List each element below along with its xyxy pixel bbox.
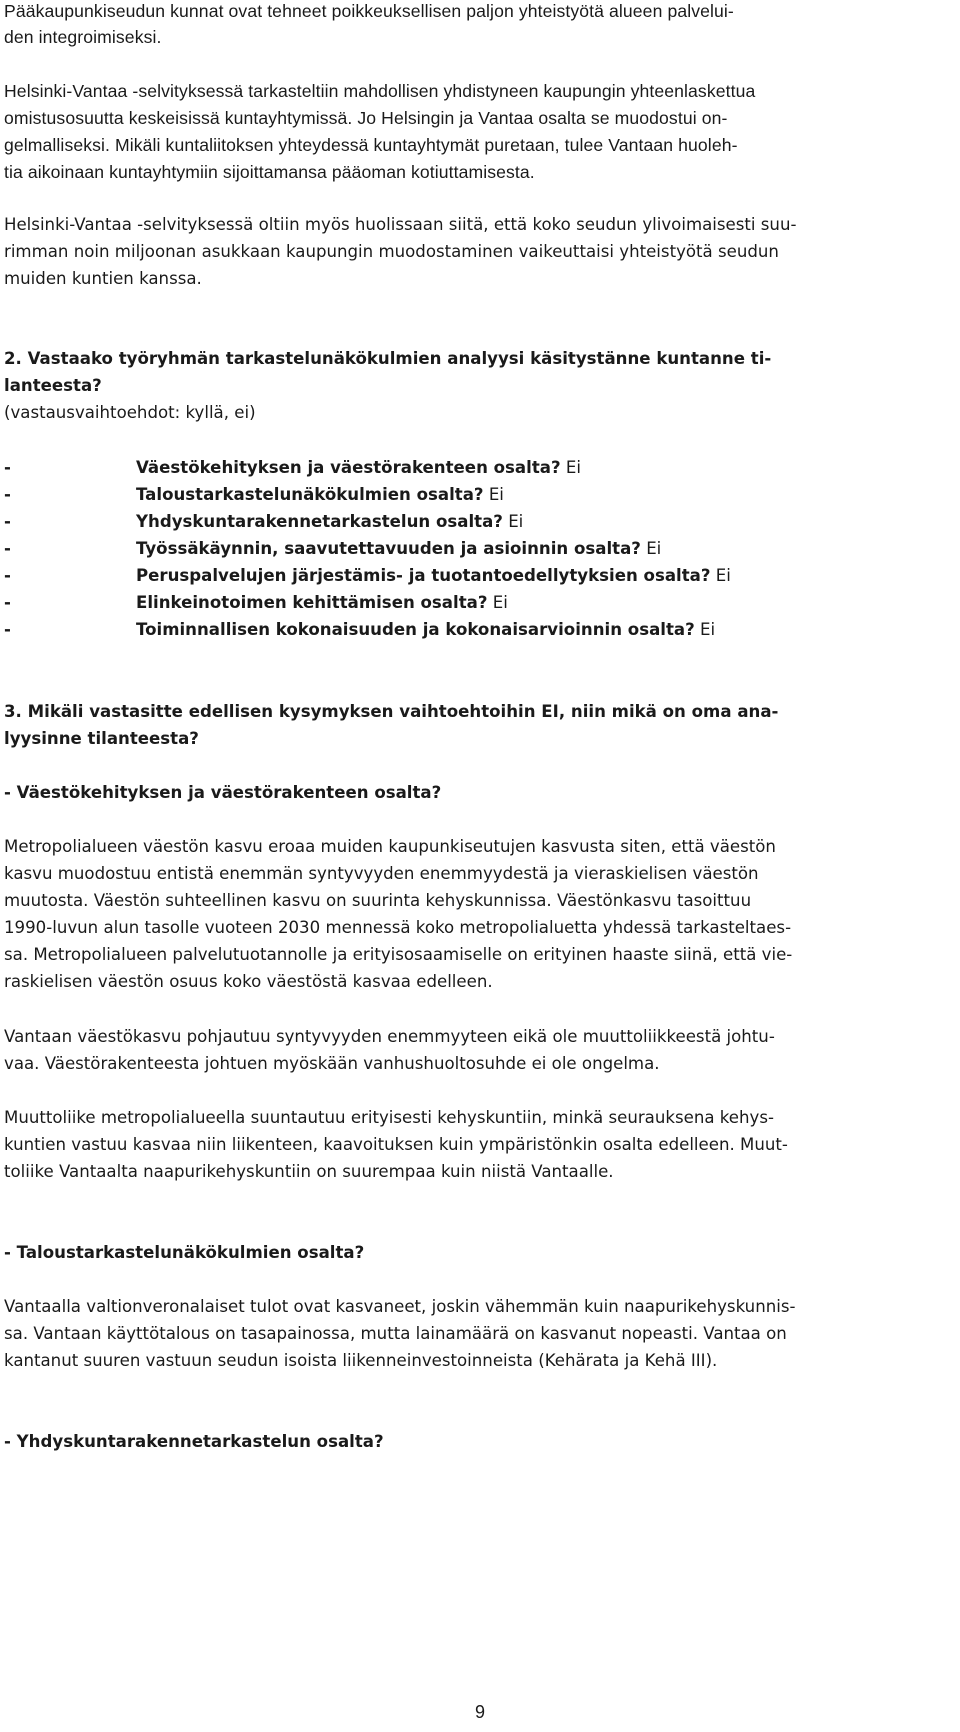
- q2-title-line-2: lanteesta?: [4, 376, 102, 395]
- intro-p2-line-2: omistusosuutta keskeisissä kuntayhtymissä. Jo Helsingin ja Vantaa osalta se muodostui on-: [4, 108, 728, 128]
- section2-p1-line: sa. Vantaan käyttötalous on tasapainossa, mutta lainamäärä on kasvanut nopeasti. Vantaa on: [4, 1324, 787, 1343]
- q3-title-line-2: lyysinne tilanteesta?: [4, 729, 199, 748]
- section1-p3-line: toliike Vantaalta naapurikehyskuntiin on suurempaa kuin niistä Vantaalle.: [4, 1162, 614, 1181]
- section1-p1-line: raskielisen väestön osuus koko väestöstä kasvaa edelleen.: [4, 972, 493, 991]
- section1-p1-line: sa. Metropolialueen palvelutuotannolle ja erityisosaamiselle on erityinen haaste siinä, että vie-: [4, 945, 793, 964]
- section2-p1-line: Vantaalla valtionveronalaiset tulot ovat kasvaneet, joskin vähemmän kuin naapurikehyskunnis-: [4, 1297, 796, 1316]
- intro-p3-line-3: muiden kuntien kanssa.: [4, 269, 202, 288]
- q2-item-answer: Ei: [560, 458, 581, 477]
- section1-p2-line: vaa. Väestörakenteesta johtuen myöskään vanhushuoltosuhde ei ole ongelma.: [4, 1054, 660, 1073]
- list-dash: -: [4, 566, 11, 585]
- q2-item-question: Väestökehityksen ja väestörakenteen osalta?: [136, 458, 561, 477]
- q2-item-question: Yhdyskuntarakennetarkastelun osalta?: [136, 512, 503, 531]
- list-dash: -: [4, 539, 11, 558]
- q3-section1-heading: - Väestökehityksen ja väestörakenteen osalta?: [4, 783, 442, 802]
- list-dash: -: [4, 620, 11, 639]
- list-dash: -: [4, 593, 11, 612]
- q2-item-answer: Ei: [502, 512, 524, 531]
- q3-section2-heading: - Taloustarkastelunäkökulmien osalta?: [4, 1243, 365, 1262]
- intro-p2-line-1: Helsinki-Vantaa -selvityksessä tarkasteltiin mahdollisen yhdistyneen kaupungin yhteenlaskettua: [4, 81, 756, 101]
- intro-p2-line-4: tia aikoinaan kuntayhtymiin sijoittamansa pääoman kotiuttamisesta.: [4, 162, 535, 182]
- section1-p1-line: 1990-luvun alun tasolle vuoteen 2030 mennessä koko metropolialuetta yhdessä tarkasteltaes-: [4, 918, 792, 937]
- section1-p1-line: Metropolialueen väestön kasvu eroaa muiden kaupunkiseutujen kasvusta siten, että väestön: [4, 837, 776, 856]
- q3-title-line-1: 3. Mikäli vastasitte edellisen kysymyksen vaihtoehtoihin EI, niin mikä on oma ana-: [4, 702, 779, 721]
- section1-p1-line: muutosta. Väestön suhteellinen kasvu on suurinta kehyskunnissa. Väestönkasvu tasoittuu: [4, 891, 752, 910]
- section1-p1-line: kasvu muodostuu entistä enemmän syntyvyyden enemmyydestä ja vieraskielisen väestön: [4, 864, 759, 883]
- list-dash: -: [4, 458, 11, 477]
- q2-options-note: (vastausvaihtoehdot: kyllä, ei): [4, 403, 256, 422]
- q2-item-question: Toiminnallisen kokonaisuuden ja kokonaisarvioinnin osalta?: [136, 620, 695, 639]
- section2-p1-line: kantanut suuren vastuun seudun isoista liikenneinvestoinneista (Kehärata ja Kehä III).: [4, 1351, 718, 1370]
- intro-p3-line-2: rimman noin miljoonan asukkaan kaupungin muodostaminen vaikeuttaisi yhteistyötä seudun: [4, 242, 779, 261]
- q2-item-question: Taloustarkastelunäkökulmien osalta?: [136, 485, 484, 504]
- section1-p3-line: Muuttoliike metropolialueella suuntautuu erityisesti kehyskuntiin, minkä seurauksena kehys-: [4, 1108, 774, 1127]
- list-dash: -: [4, 485, 11, 504]
- q3-section3-heading: - Yhdyskuntarakennetarkastelun osalta?: [4, 1432, 384, 1451]
- section1-p3-line: kuntien vastuu kasvaa niin liikenteen, kaavoituksen kuin ympäristönkin osalta edelleen. Muut-: [4, 1135, 788, 1154]
- page-number: 9: [474, 1702, 485, 1722]
- q2-item-question: Peruspalvelujen järjestämis- ja tuotantoedellytyksien osalta?: [136, 566, 711, 585]
- intro-p2-line-3: gelmalliseksi. Mikäli kuntaliitoksen yhteydessä kuntayhtymät puretaan, tulee Vantaan huoleh-: [4, 135, 738, 155]
- intro-p3-line-1: Helsinki-Vantaa -selvityksessä oltiin myös huolissaan siitä, että koko seudun ylivoimaisesti suu-: [4, 215, 797, 234]
- intro-p1-line-2: den integroimiseksi.: [4, 27, 162, 47]
- list-dash: -: [4, 512, 11, 531]
- q2-item-answer: Ei: [483, 485, 504, 504]
- q2-item-answer: Ei: [710, 566, 731, 585]
- q2-title-line-1: 2. Vastaako työryhmän tarkastelunäkökulmien analyysi käsitystänne kuntanne ti-: [4, 349, 772, 368]
- q2-item-answer: Ei: [487, 593, 508, 612]
- q2-item-answer: Ei: [694, 620, 716, 639]
- q2-item-answer: Ei: [640, 539, 662, 558]
- intro-p1-line-1: Pääkaupunkiseudun kunnat ovat tehneet poikkeuksellisen paljon yhteistyötä alueen palvelui-: [4, 1, 734, 21]
- q2-item-question: Elinkeinotoimen kehittämisen osalta?: [136, 593, 488, 612]
- section1-p2-line: Vantaan väestökasvu pohjautuu syntyvyyden enemmyyteen eikä ole muuttoliikkeestä johtu-: [4, 1027, 775, 1046]
- q2-item-question: Työssäkäynnin, saavutettavuuden ja asioinnin osalta?: [136, 539, 641, 558]
